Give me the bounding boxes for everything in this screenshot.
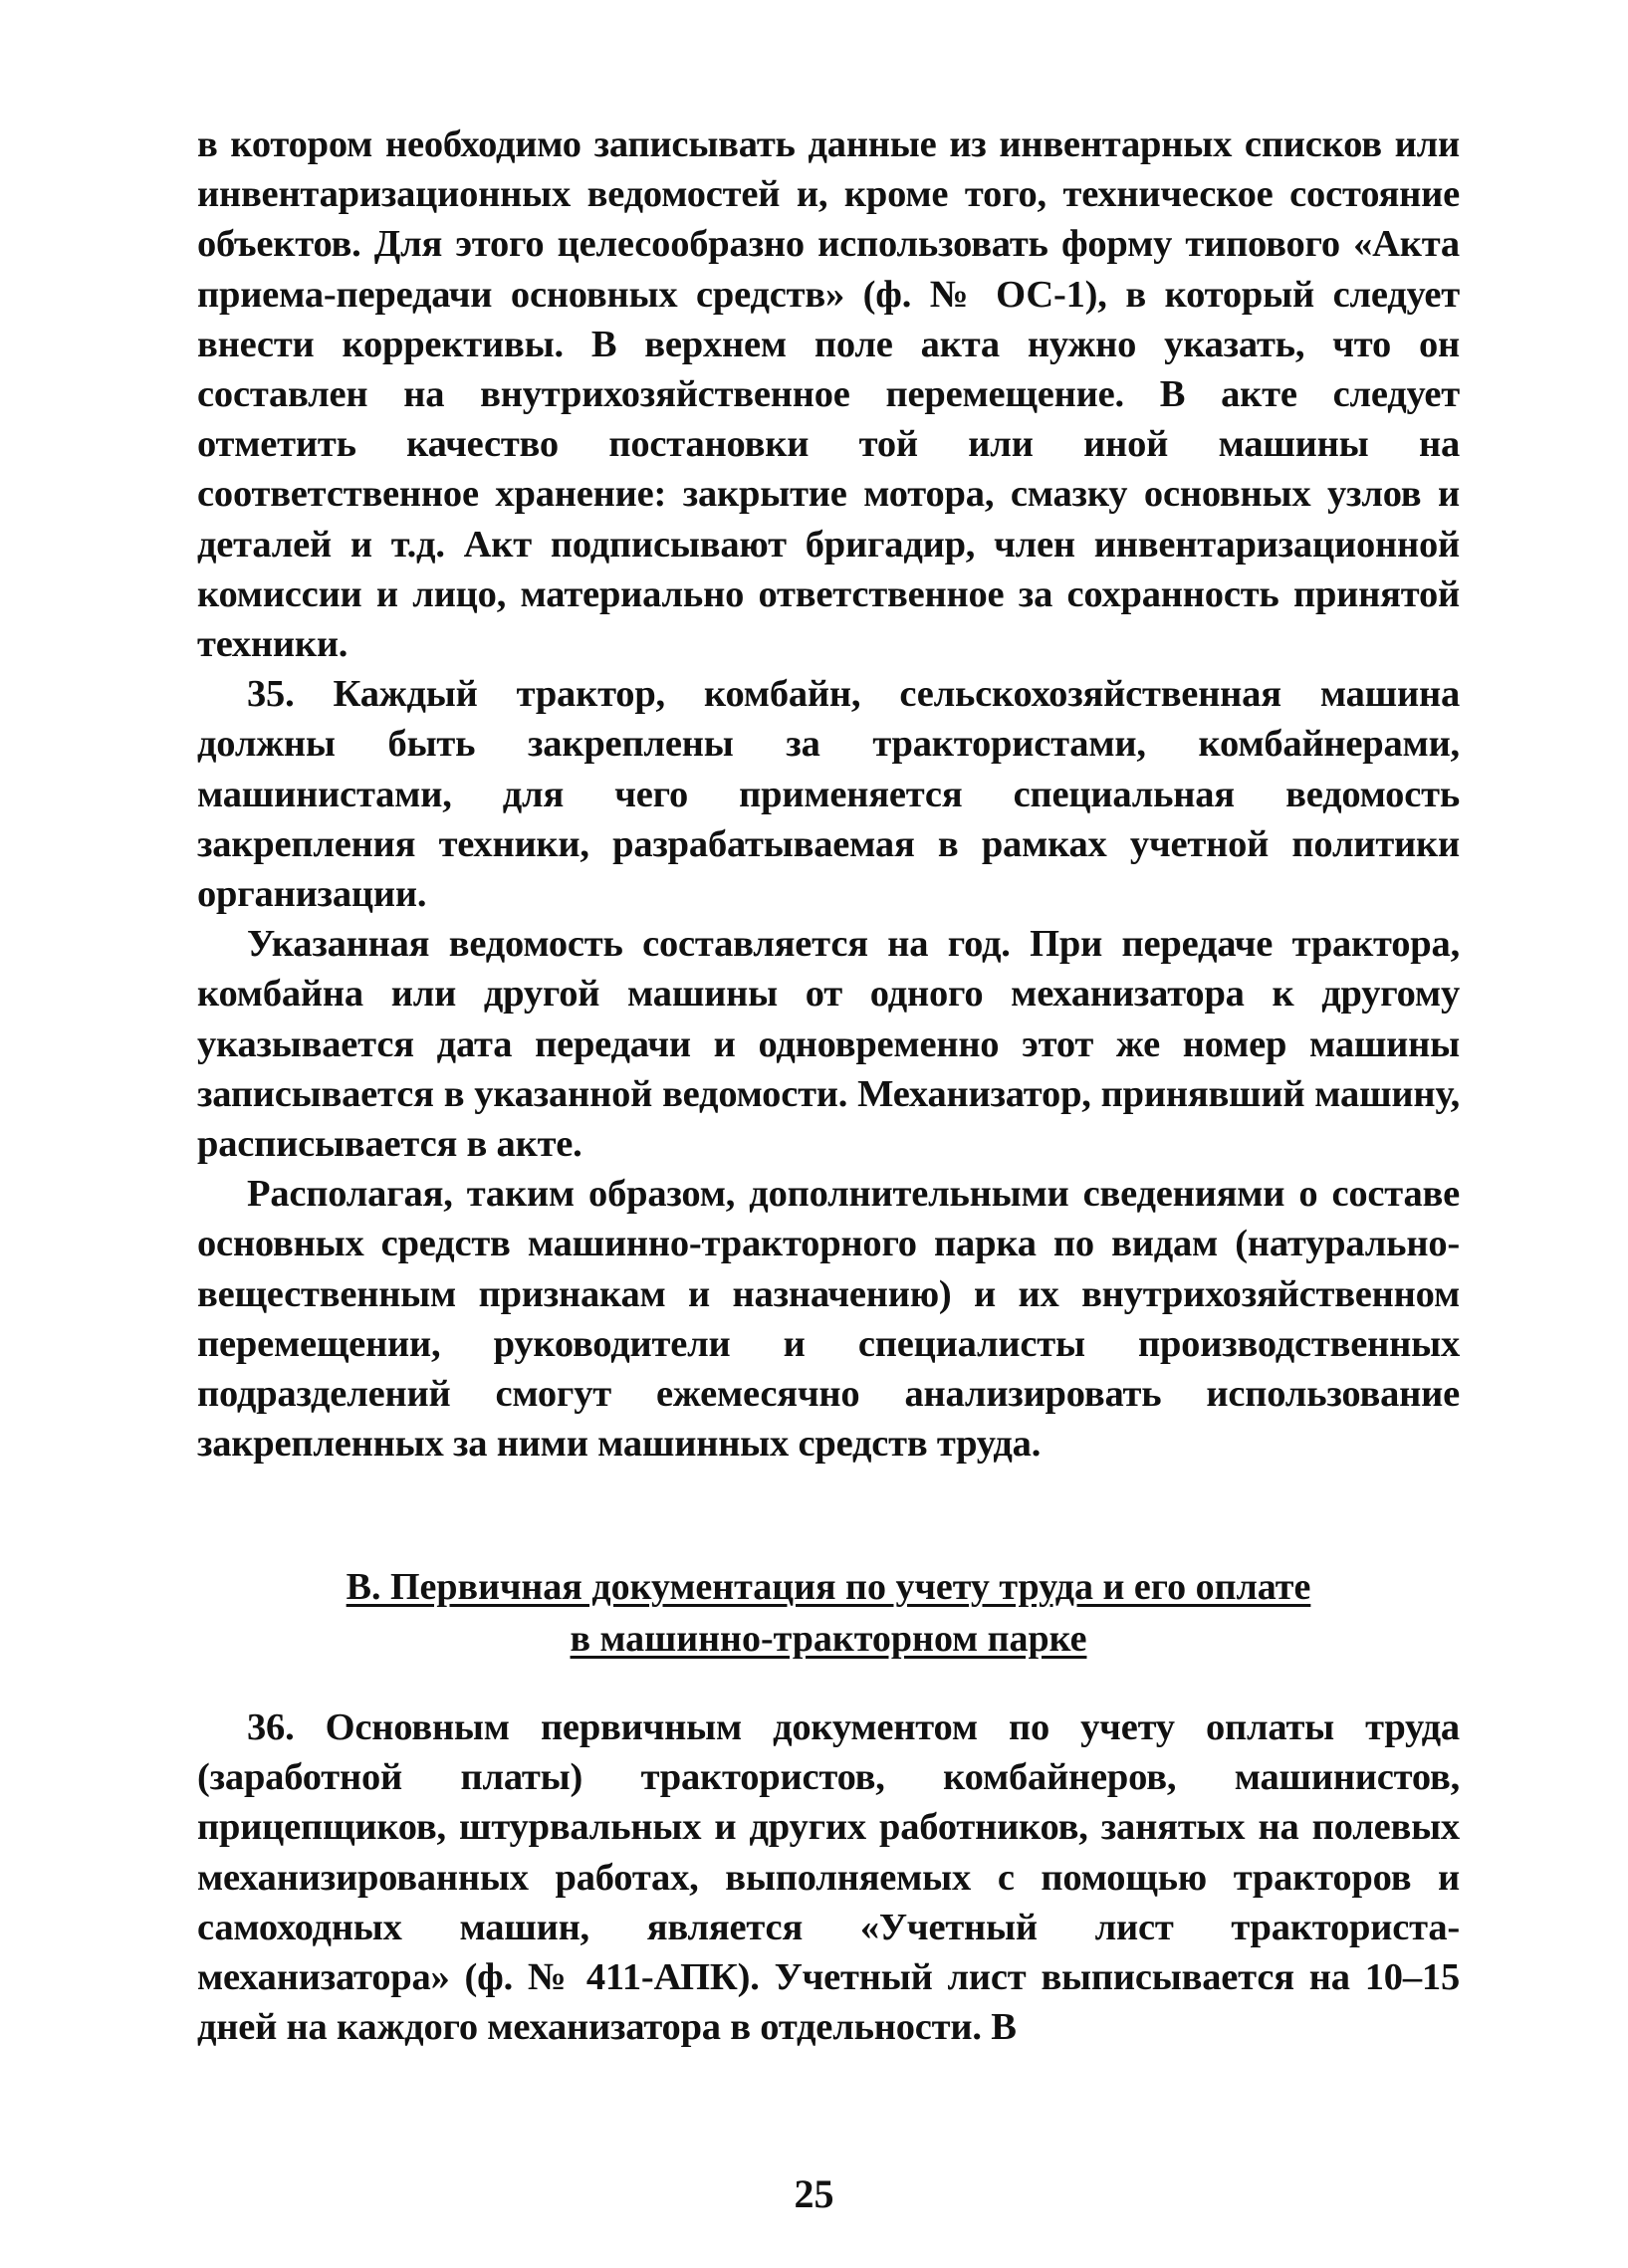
section-heading (197, 1561, 1460, 1665)
paragraph-statement-annual: Указанная ведомость составляется на год. При передаче трактора, комбайна или другой машины от одного механизатора к другому указывается дата передачи и одновременно этот же номер машины записывается в указанной ведомости. Механизатор, принявший машину, расписывается в акте. (197, 923, 1460, 1166)
body-text-top (197, 119, 1460, 1469)
paragraph-summary: Располагая, таким образом, дополнительными сведениями о составе основных средств машинно-тракторного парка по видам (натурально-вещественным признакам и назначению) и их внутрихозяйственном перемещении, руководители и специалисты производственных подразделений смогут ежемесячно анализировать использование закрепленных за ними машинных средств труда. (197, 1173, 1460, 1466)
paragraph-36: 36. Основным первичным документом по учету оплаты труда (заработной платы) трактористов, комбайнеров, машинистов, прицепщиков, штурвальных и других работников, занятых на полевых механизированных работах, выполняемых с помощью тракторов и самоходных машин, является «Учетный лист тракториста-механизатора» (ф. № 411-АПК). Учетный лист выписывается на 10–15 дней на каждого механизатора в отдельности. В (197, 1706, 1460, 2049)
paragraph-35: 35. Каждый трактор, комбайн, сельскохозяйственная машина должны быть закреплены за трактористами, комбайнерами, машинистами, для чего применяется специальная ведомость закрепления техники, разрабатываемая в рамках учетной политики организации. (197, 673, 1460, 916)
section-heading-line-1: В. Первичная документация по учету труда и его оплате (346, 1566, 1311, 1608)
body-text-bottom (197, 1702, 1460, 2052)
paragraph-act-description: в котором необходимо записывать данные из инвентарных списков или инвентаризационных ведомостей и, кроме того, техническое состояние объектов. Для этого целесообразно использовать форму типового «Акта приема-передачи основных средств» (ф. № ОС-1), в который следует внести коррективы. В верхнем поле акта нужно указать, что он составлен на внутрихозяйственное перемещение. В акте следует отметить качество постановки той или иной машины на соответственное хранение: закрытие мотора, смазку основных узлов и деталей и т.д. Акт подписывают бригадир, член инвентаризационной комиссии и лицо, материально ответственное за сохранность принятой техники. (197, 123, 1460, 666)
section-heading-line-2: в машинно-тракторном парке (570, 1618, 1087, 1660)
page-number: 25 (794, 2171, 834, 2216)
